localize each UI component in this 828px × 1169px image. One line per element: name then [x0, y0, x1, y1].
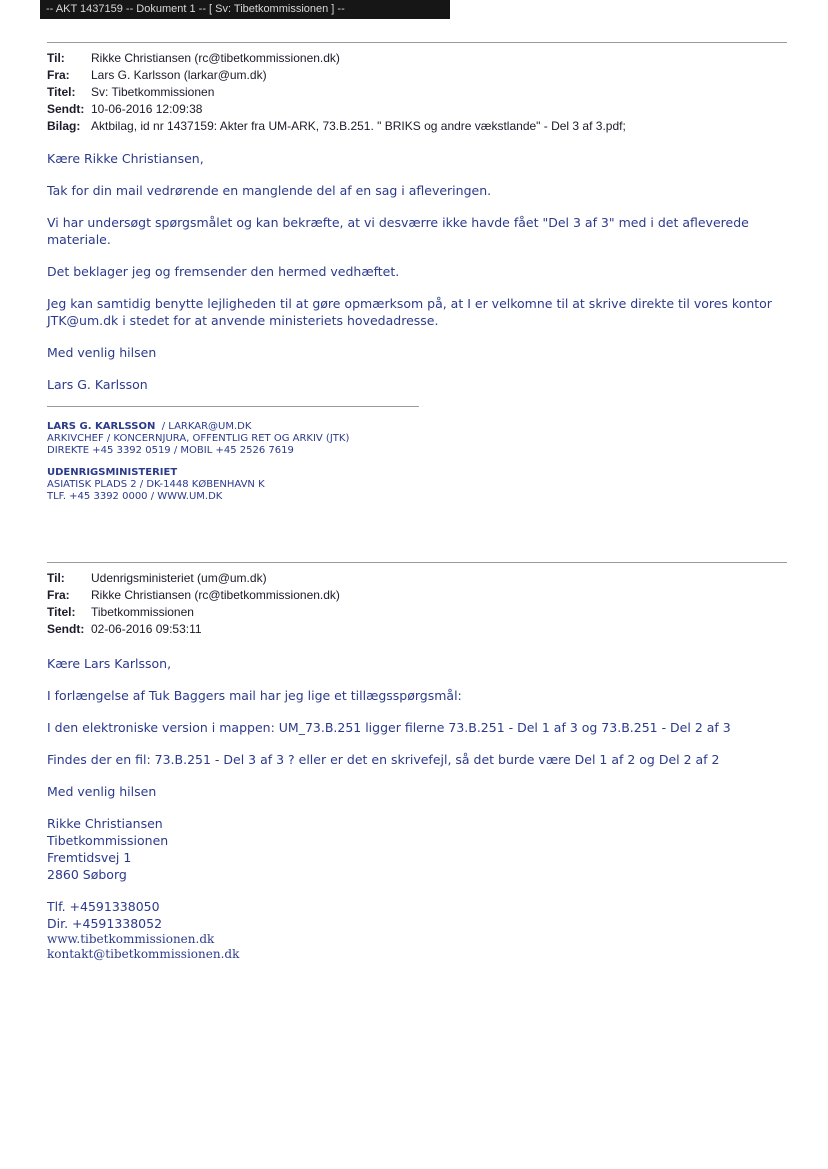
greeting: Kære Lars Karlsson, [47, 656, 172, 671]
signature-divider [47, 406, 419, 407]
header-row-to [47, 50, 626, 67]
header-row-sent [47, 101, 626, 118]
sender-name: Lars G. Karlsson [47, 377, 148, 392]
attachment-link[interactable]: Aktbilag, id nr 1437159: Akter fra UM-ARK, 73.B.251. " BRIKS og andre vækstlande" - Del 3 af 3.pdf; [91, 119, 626, 133]
header-row-attachment [47, 118, 626, 135]
signature-street: Fremtidsvej 1 [47, 850, 132, 865]
signature-website-link[interactable]: www.tibetkommissionen.dk [47, 932, 215, 946]
signature-direct-phone: Dir. +4591338052 [47, 916, 163, 931]
header-value: Sv: Tibetkommissionen [91, 85, 215, 99]
paragraph: Tak for din mail vedrørende en manglende del af en sag i afleveringen. [47, 183, 492, 198]
closing: Med venlig hilsen [47, 784, 157, 799]
header-row-subject [47, 604, 340, 621]
header-label: Til: [47, 571, 65, 585]
header-row-from [47, 67, 626, 84]
signature-name: Rikke Christiansen [47, 816, 163, 831]
email1-signature [47, 421, 349, 503]
document-header-text: -- AKT 1437159 -- Dokument 1 -- [ Sv: Tibetkommissionen ] -- [46, 3, 345, 15]
email1-header [47, 50, 626, 135]
header-value: Lars G. Karlsson (larkar@um.dk) [91, 68, 267, 82]
signature-org: UDENRIGSMINISTERIET [47, 467, 178, 478]
signature-city: 2860 Søborg [47, 867, 127, 882]
signature-name-line [47, 421, 349, 433]
paragraph: I forlængelse af Tuk Baggers mail har jeg lige et tillægsspørgsmål: [47, 688, 462, 703]
header-value: Udenrigsministeriet (um@um.dk) [91, 571, 267, 585]
header-row-from [47, 587, 340, 604]
header-value: 10-06-2016 12:09:38 [91, 102, 203, 116]
signature-email[interactable]: / LARKAR@UM.DK [161, 421, 252, 432]
paragraph: Jeg kan samtidig benytte lejligheden til at gøre opmærksom på, at I er velkomne til at skrive direkte til vores kontor JTK@um.dk i stedet for at anvende ministeriets hovedadresse. [47, 296, 772, 328]
header-value: Rikke Christiansen (rc@tibetkommissionen.dk) [91, 51, 340, 65]
paragraph: Findes der en fil: 73.B.251 - Del 3 af 3 ? eller er det en skrivefejl, så det burde være Del 1 af 2 og Del 2 af 2 [47, 752, 720, 767]
divider-middle [47, 562, 787, 563]
header-label: Fra: [47, 68, 70, 82]
header-label: Titel: [47, 85, 76, 99]
header-value: Tibetkommissionen [91, 605, 194, 619]
header-label: Fra: [47, 588, 70, 602]
email2-header [47, 570, 340, 638]
email1-body [47, 150, 787, 393]
header-label: Sendt: [47, 622, 85, 636]
signature-block [47, 815, 787, 962]
signature-email-link[interactable]: kontakt@tibetkommissionen.dk [47, 947, 240, 961]
signature-phone: Tlf. +4591338050 [47, 899, 160, 914]
divider-top [47, 42, 787, 43]
header-label: Til: [47, 51, 65, 65]
signature-org: Tibetkommissionen [47, 833, 169, 848]
signature-address: ASIATISK PLADS 2 / DK-1448 KØBENHAVN K [47, 479, 265, 490]
header-value: 02-06-2016 09:53:11 [91, 622, 202, 636]
signature-phones: DIREKTE +45 3392 0519 / MOBIL +45 2526 7619 [47, 445, 294, 456]
paragraph: Vi har undersøgt spørgsmålet og kan bekræfte, at vi desværre ikke havde fået "Del 3 af 3" med i det afleverede materiale. [47, 215, 749, 247]
header-row-to [47, 570, 340, 587]
signature-contact: TLF. +45 3392 0000 / WWW.UM.DK [47, 491, 223, 502]
header-label: Bilag: [47, 119, 81, 133]
closing: Med venlig hilsen [47, 345, 157, 360]
greeting: Kære Rikke Christiansen, [47, 151, 204, 166]
signature-title: ARKIVCHEF / KONCERNJURA, OFFENTLIG RET OG ARKIV (JTK) [47, 433, 350, 444]
signature-name: LARS G. KARLSSON [47, 421, 156, 432]
paragraph: I den elektroniske version i mappen: UM_73.B.251 ligger filerne 73.B.251 - Del 1 af 3 og 73.B.251 - Del 2 af 3 [47, 720, 731, 735]
header-row-subject [47, 84, 626, 101]
header-label: Titel: [47, 605, 76, 619]
email2-body [47, 655, 787, 962]
paragraph: Det beklager jeg og fremsender den hermed vedhæftet. [47, 264, 400, 279]
header-value: Rikke Christiansen (rc@tibetkommissionen.dk) [91, 588, 340, 602]
header-label: Sendt: [47, 102, 85, 116]
header-row-sent [47, 621, 340, 638]
document-header-bar [40, 0, 450, 19]
